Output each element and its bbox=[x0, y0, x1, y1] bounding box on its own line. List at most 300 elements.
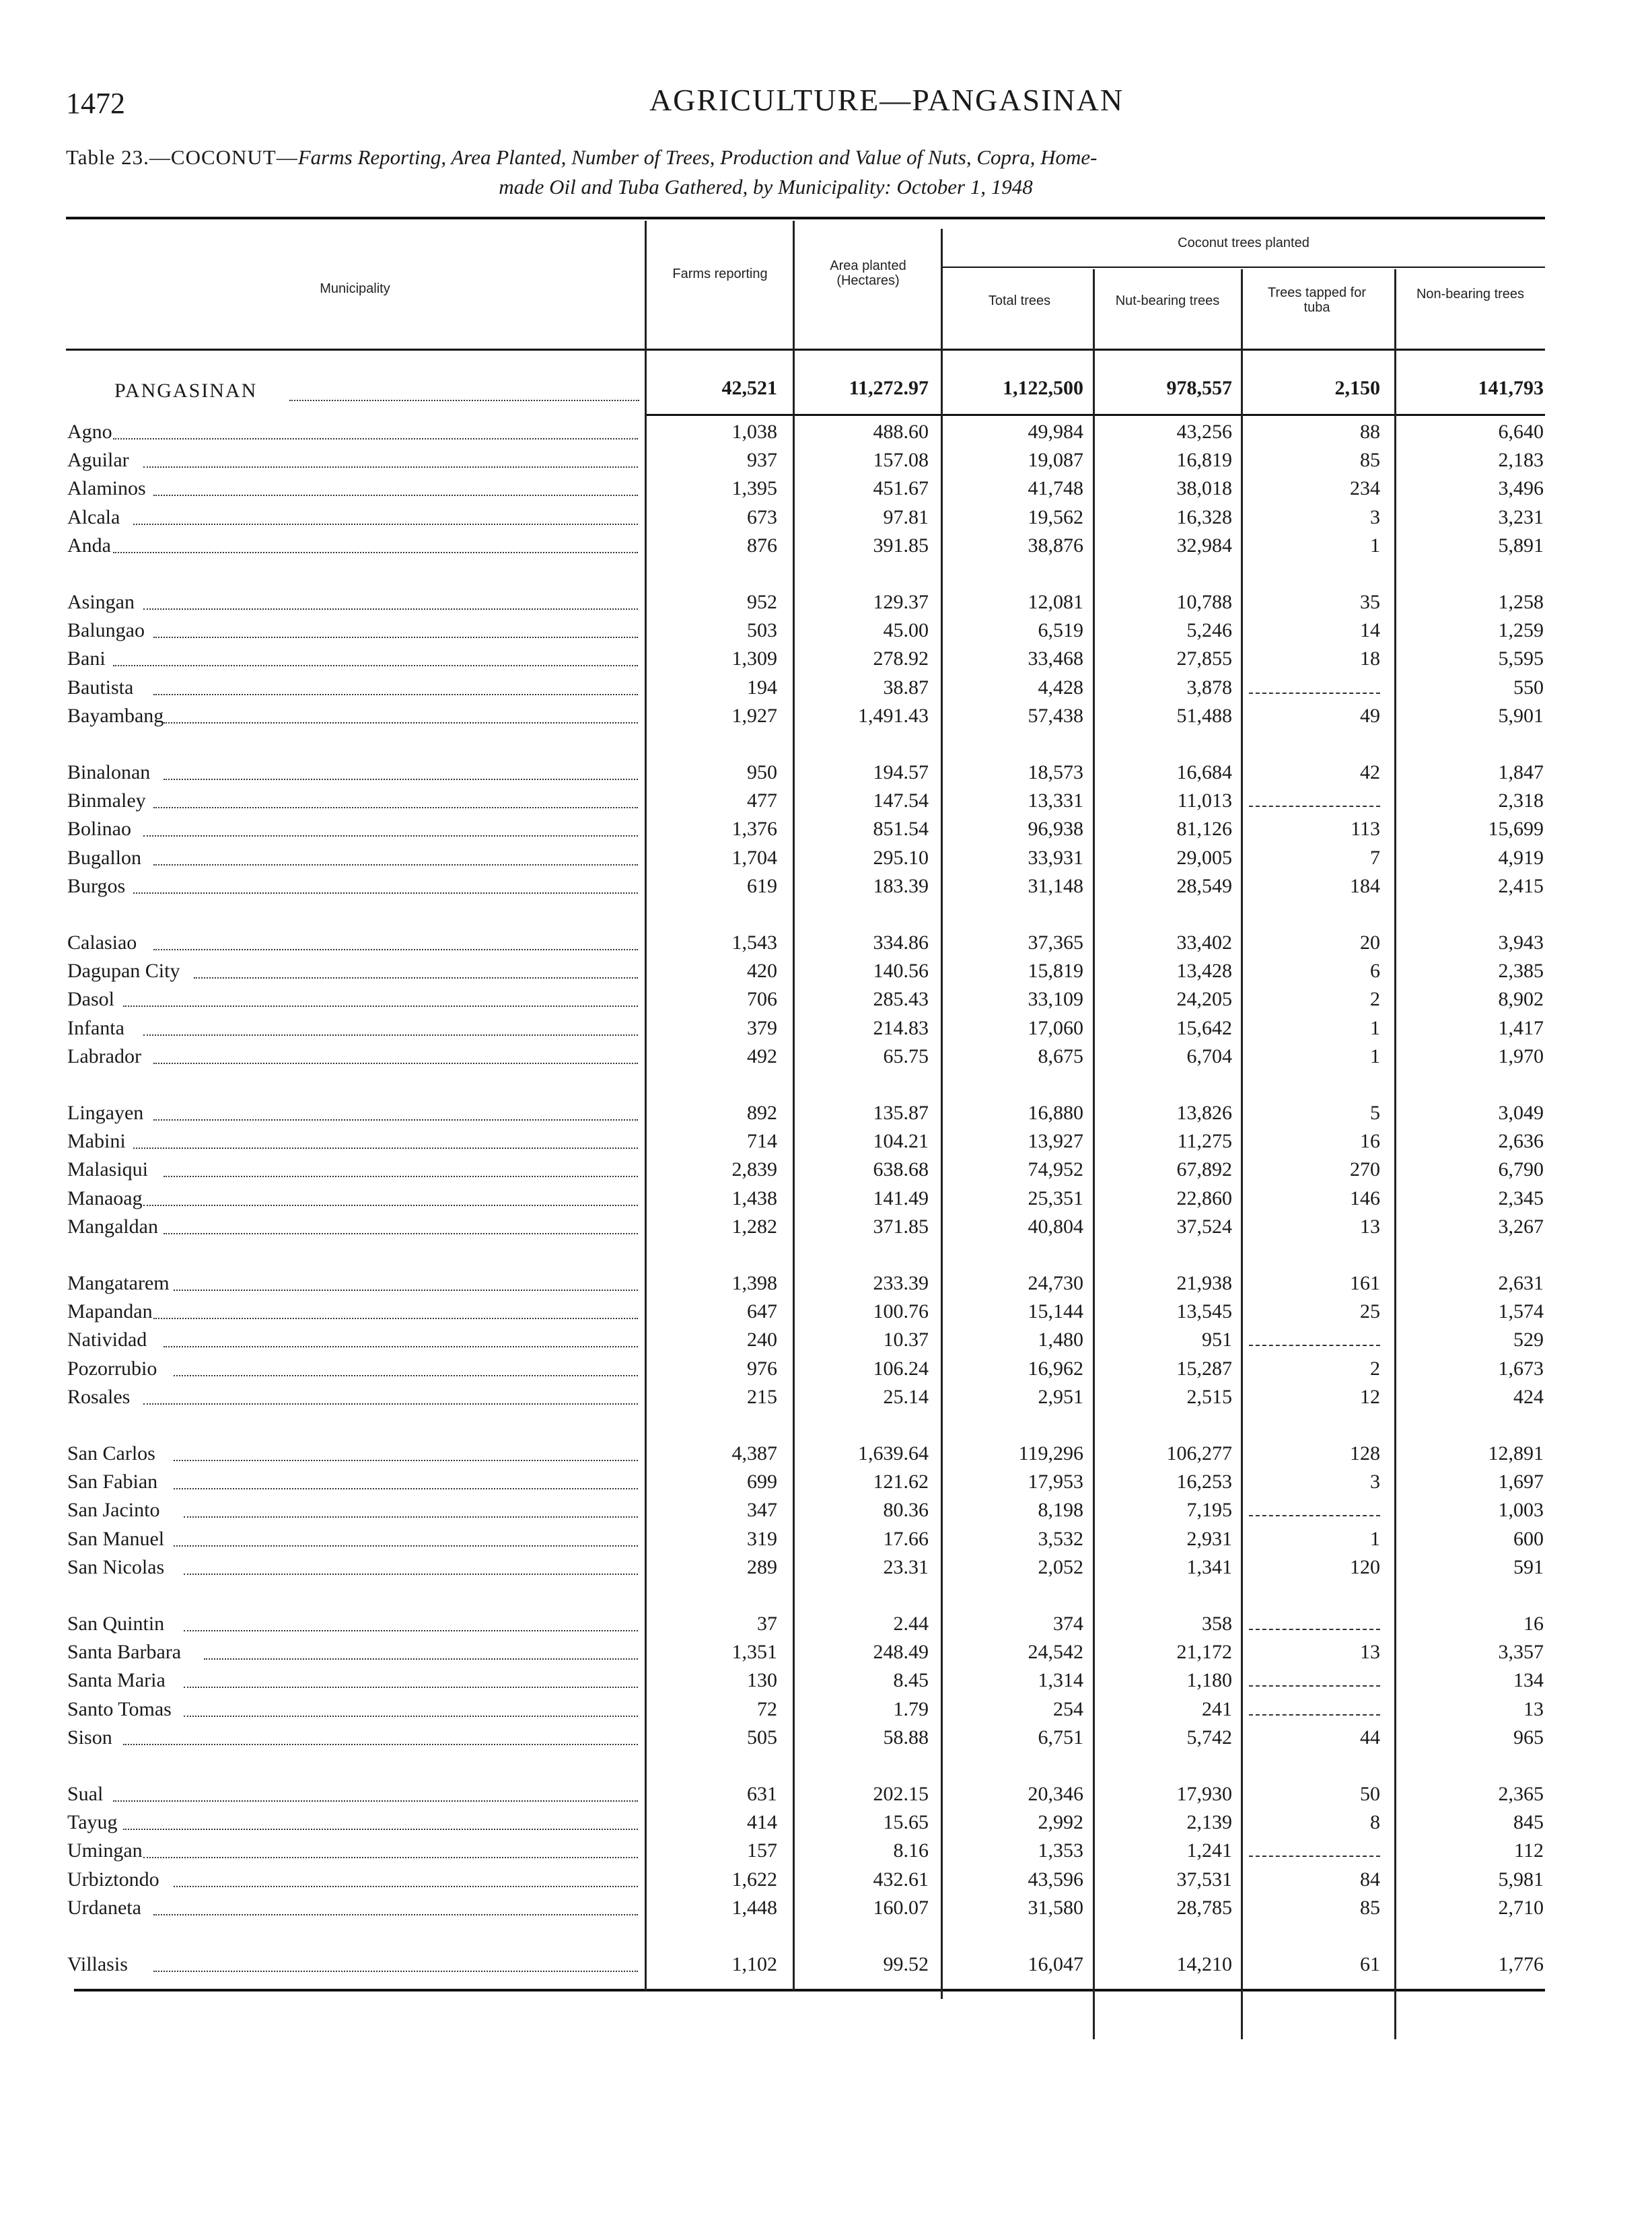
municipality-name: Infanta bbox=[67, 1016, 124, 1039]
cell-farms: 4,387 bbox=[731, 1442, 777, 1465]
cell-total: 3,532 bbox=[1038, 1527, 1083, 1550]
cell-total: 24,542 bbox=[1028, 1641, 1083, 1664]
dot-leader bbox=[123, 1006, 638, 1007]
cell-area: 121.62 bbox=[873, 1471, 929, 1493]
cell-total: 2,951 bbox=[1038, 1385, 1083, 1408]
cell-farms: 1,376 bbox=[731, 818, 777, 841]
cell-tapped: 16 bbox=[1360, 1130, 1380, 1153]
cell-tapped: 7 bbox=[1370, 846, 1380, 869]
cell-nut: 16,253 bbox=[1176, 1471, 1232, 1493]
cell-tapped: 25 bbox=[1360, 1300, 1380, 1323]
cell-farms: 876 bbox=[747, 534, 777, 557]
cell-area: 25.14 bbox=[883, 1385, 929, 1408]
cell-tapped: 270 bbox=[1350, 1158, 1380, 1181]
cell-total: 6,751 bbox=[1038, 1726, 1083, 1749]
cell-non: 965 bbox=[1513, 1726, 1544, 1749]
cell-total: 254 bbox=[1053, 1697, 1083, 1720]
cell-area: 488.60 bbox=[873, 421, 929, 443]
cell-area: 45.00 bbox=[883, 619, 929, 642]
cell-farms: 379 bbox=[747, 1016, 777, 1039]
cell-farms: 215 bbox=[747, 1385, 777, 1408]
cell-total: 24,730 bbox=[1028, 1272, 1083, 1294]
cell-area: 141.49 bbox=[873, 1187, 929, 1209]
municipality-name: Rosales bbox=[67, 1385, 131, 1408]
cell-tapped: 18 bbox=[1360, 647, 1380, 670]
province-farms: 42,521 bbox=[721, 377, 777, 399]
cell-farms: 72 bbox=[757, 1697, 777, 1720]
municipality-name: Natividad bbox=[67, 1329, 147, 1351]
cell-tapped: 113 bbox=[1351, 818, 1380, 841]
cell-area: 248.49 bbox=[873, 1641, 929, 1664]
municipality-name: Mabini bbox=[67, 1130, 126, 1153]
cell-nut: 51,488 bbox=[1176, 704, 1232, 727]
cell-nut: 2,139 bbox=[1186, 1811, 1232, 1834]
dot-leader bbox=[184, 1630, 638, 1631]
table-row bbox=[0, 1215, 1652, 1244]
cell-farms: 976 bbox=[747, 1357, 777, 1380]
table-row bbox=[0, 1726, 1652, 1755]
table-row bbox=[0, 1556, 1652, 1584]
cell-area: 10.37 bbox=[883, 1329, 929, 1351]
cell-nut: 28,785 bbox=[1176, 1896, 1232, 1919]
dot-leader bbox=[133, 892, 638, 894]
cell-area: 1,639.64 bbox=[858, 1442, 929, 1465]
cell-nut: 17,930 bbox=[1176, 1783, 1232, 1805]
cell-total: 13,331 bbox=[1028, 789, 1083, 812]
table-row bbox=[0, 1698, 1652, 1726]
cell-total: 16,880 bbox=[1028, 1102, 1083, 1124]
table-row bbox=[0, 1045, 1652, 1073]
cell-farms: 477 bbox=[747, 789, 777, 812]
cell-non: 13 bbox=[1523, 1697, 1544, 1720]
cell-non: 3,049 bbox=[1498, 1102, 1544, 1124]
cell-area: 100.76 bbox=[873, 1300, 929, 1323]
cell-total: 12,081 bbox=[1028, 591, 1083, 613]
municipality-name: Agno bbox=[67, 421, 112, 443]
cell-area: 99.52 bbox=[883, 1953, 929, 1975]
cell-total: 18,573 bbox=[1028, 761, 1083, 783]
dot-leader bbox=[143, 466, 638, 468]
cell-farms: 1,351 bbox=[731, 1641, 777, 1664]
province-nut-bearing: 978,557 bbox=[1166, 377, 1232, 399]
cell-farms: 1,448 bbox=[731, 1896, 777, 1919]
cell-total: 16,962 bbox=[1028, 1357, 1083, 1380]
table-row bbox=[0, 1897, 1652, 1925]
dot-leader bbox=[164, 779, 638, 780]
empty-cell-dash bbox=[1249, 1629, 1380, 1630]
province-area: 11,272.97 bbox=[849, 377, 929, 399]
dot-leader bbox=[113, 665, 638, 666]
cell-tapped: 120 bbox=[1350, 1555, 1380, 1578]
cell-non: 16 bbox=[1523, 1613, 1544, 1635]
cell-total: 2,052 bbox=[1038, 1555, 1083, 1578]
cell-nut: 38,018 bbox=[1176, 477, 1232, 500]
municipality-name: Bugallon bbox=[67, 846, 141, 869]
cell-tapped: 2 bbox=[1370, 1357, 1380, 1380]
cell-total: 4,428 bbox=[1038, 676, 1083, 699]
cell-tapped: 35 bbox=[1360, 591, 1380, 613]
cell-farms: 503 bbox=[747, 619, 777, 642]
table-row bbox=[0, 1641, 1652, 1669]
municipality-name: Mapandan bbox=[67, 1300, 153, 1323]
cell-area: 129.37 bbox=[873, 591, 929, 613]
cell-farms: 647 bbox=[747, 1300, 777, 1323]
cell-total: 43,596 bbox=[1028, 1868, 1083, 1891]
table-row bbox=[0, 875, 1652, 903]
municipality-name: Asingan bbox=[67, 591, 135, 613]
cell-total: 25,351 bbox=[1028, 1187, 1083, 1209]
municipality-name: Urbiztondo bbox=[67, 1868, 159, 1891]
municipality-name: Bolinao bbox=[67, 818, 131, 841]
cell-nut: 5,246 bbox=[1186, 619, 1232, 642]
cell-nut: 2,515 bbox=[1186, 1385, 1232, 1408]
dot-leader bbox=[204, 1658, 638, 1660]
cell-non: 2,183 bbox=[1498, 449, 1544, 472]
cell-farms: 714 bbox=[747, 1130, 777, 1153]
cell-farms: 1,398 bbox=[731, 1272, 777, 1294]
cell-area: 285.43 bbox=[873, 988, 929, 1011]
dot-leader bbox=[123, 1744, 638, 1745]
table-caption bbox=[66, 143, 1546, 202]
caption-lead: Table 23.—COCONUT— bbox=[66, 145, 298, 169]
cell-nut: 1,341 bbox=[1186, 1555, 1232, 1578]
table-row bbox=[0, 1528, 1652, 1556]
header-bottom-rule bbox=[66, 349, 1545, 351]
municipality-name: Mangatarem bbox=[67, 1272, 170, 1294]
cell-non: 3,357 bbox=[1498, 1641, 1544, 1664]
empty-cell-dash bbox=[1249, 1856, 1380, 1857]
dot-leader bbox=[153, 1971, 638, 1972]
table-row bbox=[0, 1272, 1652, 1300]
cell-tapped: 146 bbox=[1350, 1187, 1380, 1209]
municipality-name: Binalonan bbox=[67, 761, 151, 783]
cell-tapped: 3 bbox=[1370, 505, 1380, 528]
table-row bbox=[0, 761, 1652, 789]
caption-text-1: Farms Reporting, Area Planted, Number of Trees, Production and Value of Nuts, Copra, Home- bbox=[297, 145, 1098, 169]
cell-total: 37,365 bbox=[1028, 931, 1083, 954]
dot-leader bbox=[153, 949, 638, 950]
cell-non: 2,318 bbox=[1498, 789, 1544, 812]
cell-non: 1,574 bbox=[1498, 1300, 1544, 1323]
municipality-name: Malasiqui bbox=[67, 1158, 148, 1181]
cell-farms: 130 bbox=[747, 1669, 777, 1692]
cell-total: 17,060 bbox=[1028, 1016, 1083, 1039]
header-group-trees: Coconut trees planted bbox=[1178, 236, 1309, 250]
cell-total: 57,438 bbox=[1028, 704, 1083, 727]
cell-total: 374 bbox=[1053, 1613, 1083, 1635]
table-row bbox=[0, 1953, 1652, 1981]
cell-tapped: 1 bbox=[1370, 1016, 1380, 1039]
table-row bbox=[0, 1329, 1652, 1357]
province-name: PANGASINAN bbox=[114, 380, 258, 402]
cell-nut: 11,013 bbox=[1177, 789, 1232, 812]
cell-non: 1,259 bbox=[1498, 619, 1544, 642]
cell-farms: 1,395 bbox=[731, 477, 777, 500]
cell-non: 845 bbox=[1513, 1811, 1544, 1834]
cell-farms: 240 bbox=[747, 1329, 777, 1351]
cell-non: 1,003 bbox=[1498, 1499, 1544, 1522]
cell-nut: 2,931 bbox=[1186, 1527, 1232, 1550]
cell-nut: 15,287 bbox=[1176, 1357, 1232, 1380]
cell-tapped: 161 bbox=[1350, 1272, 1380, 1294]
cell-nut: 32,984 bbox=[1176, 534, 1232, 557]
dot-leader bbox=[153, 495, 638, 496]
cell-nut: 1,241 bbox=[1186, 1839, 1232, 1862]
dot-leader bbox=[174, 1290, 638, 1291]
cell-non: 2,365 bbox=[1498, 1783, 1544, 1805]
cell-area: 8.45 bbox=[893, 1669, 929, 1692]
cell-area: 147.54 bbox=[873, 789, 929, 812]
cell-area: 233.39 bbox=[873, 1272, 929, 1294]
dot-leader bbox=[164, 1346, 638, 1347]
cell-non: 1,847 bbox=[1498, 761, 1544, 783]
cell-total: 1,314 bbox=[1038, 1669, 1083, 1692]
dot-leader bbox=[164, 722, 638, 724]
cell-farms: 319 bbox=[747, 1527, 777, 1550]
cell-tapped: 20 bbox=[1360, 931, 1380, 954]
empty-cell-dash bbox=[1249, 806, 1380, 807]
cell-non: 2,636 bbox=[1498, 1130, 1544, 1153]
municipality-name: Calasiao bbox=[67, 931, 137, 954]
cell-total: 8,198 bbox=[1038, 1499, 1083, 1522]
cell-nut: 10,788 bbox=[1176, 591, 1232, 613]
table-row bbox=[0, 1386, 1652, 1414]
cell-area: 371.85 bbox=[873, 1215, 929, 1238]
table-row bbox=[0, 789, 1652, 818]
cell-total: 2,992 bbox=[1038, 1811, 1083, 1834]
municipality-name: Tayug bbox=[67, 1811, 118, 1834]
header-non-bearing: Non-bearing trees bbox=[1416, 287, 1525, 302]
municipality-name: Lingayen bbox=[67, 1102, 144, 1124]
cell-nut: 29,005 bbox=[1176, 846, 1232, 869]
table-row bbox=[0, 931, 1652, 960]
table-row bbox=[0, 1102, 1652, 1130]
cell-nut: 27,855 bbox=[1176, 647, 1232, 670]
cell-non: 2,345 bbox=[1498, 1187, 1544, 1209]
cell-tapped: 85 bbox=[1360, 449, 1380, 472]
municipality-name: Alaminos bbox=[67, 477, 146, 500]
cell-nut: 43,256 bbox=[1176, 421, 1232, 443]
table-row bbox=[0, 1187, 1652, 1215]
cell-nut: 67,892 bbox=[1176, 1158, 1232, 1181]
municipality-name: San Nicolas bbox=[67, 1555, 165, 1578]
cell-area: 140.56 bbox=[873, 960, 929, 983]
cell-area: 65.75 bbox=[883, 1045, 929, 1067]
cell-tapped: 49 bbox=[1360, 704, 1380, 727]
cell-total: 20,346 bbox=[1028, 1783, 1083, 1805]
cell-area: 135.87 bbox=[873, 1102, 929, 1124]
cell-nut: 37,524 bbox=[1176, 1215, 1232, 1238]
cell-nut: 24,205 bbox=[1176, 988, 1232, 1011]
municipality-name: Santo Tomas bbox=[67, 1697, 172, 1720]
table-row bbox=[0, 1442, 1652, 1471]
dot-leader bbox=[153, 694, 638, 695]
province-tapped: 2,150 bbox=[1334, 377, 1380, 399]
cell-total: 1,480 bbox=[1038, 1329, 1083, 1351]
cell-total: 33,468 bbox=[1028, 647, 1083, 670]
cell-tapped: 3 bbox=[1370, 1471, 1380, 1493]
cell-nut: 241 bbox=[1202, 1697, 1232, 1720]
cell-area: 58.88 bbox=[883, 1726, 929, 1749]
dot-leader bbox=[174, 1488, 638, 1489]
cell-non: 591 bbox=[1513, 1555, 1544, 1578]
dot-leader bbox=[174, 1460, 638, 1461]
dot-leader bbox=[174, 1375, 638, 1376]
cell-tapped: 85 bbox=[1360, 1896, 1380, 1919]
cell-farms: 673 bbox=[747, 505, 777, 528]
cell-total: 74,952 bbox=[1028, 1158, 1083, 1181]
cell-farms: 1,927 bbox=[731, 704, 777, 727]
table-row bbox=[0, 1300, 1652, 1329]
municipality-name: San Jacinto bbox=[67, 1499, 160, 1522]
cell-tapped: 42 bbox=[1360, 761, 1380, 783]
page-number: 1472 bbox=[66, 87, 125, 120]
cell-non: 1,776 bbox=[1498, 1953, 1544, 1975]
cell-area: 638.68 bbox=[873, 1158, 929, 1181]
municipality-name: Balungao bbox=[67, 619, 145, 642]
dot-leader bbox=[184, 1516, 638, 1518]
cell-area: 183.39 bbox=[873, 874, 929, 897]
cell-non: 550 bbox=[1513, 676, 1544, 699]
municipality-name: San Quintin bbox=[67, 1613, 165, 1635]
cell-tapped: 13 bbox=[1360, 1215, 1380, 1238]
dot-leader bbox=[143, 1034, 638, 1036]
cell-total: 16,047 bbox=[1028, 1953, 1083, 1975]
cell-total: 33,109 bbox=[1028, 988, 1083, 1011]
cell-farms: 892 bbox=[747, 1102, 777, 1124]
table-row bbox=[0, 647, 1652, 676]
table-row bbox=[0, 1358, 1652, 1386]
table-row bbox=[0, 421, 1652, 449]
cell-farms: 492 bbox=[747, 1045, 777, 1067]
cell-total: 19,562 bbox=[1028, 505, 1083, 528]
table-row bbox=[0, 1783, 1652, 1811]
cell-non: 5,595 bbox=[1498, 647, 1544, 670]
dot-leader bbox=[174, 1886, 638, 1887]
table-row bbox=[0, 1471, 1652, 1499]
cell-total: 96,938 bbox=[1028, 818, 1083, 841]
dot-leader bbox=[143, 1205, 638, 1206]
cell-non: 4,919 bbox=[1498, 846, 1544, 869]
empty-cell-dash bbox=[1249, 1345, 1380, 1346]
cell-area: 97.81 bbox=[883, 505, 929, 528]
cell-total: 8,675 bbox=[1038, 1045, 1083, 1067]
cell-area: 391.85 bbox=[873, 534, 929, 557]
municipality-name: Urdaneta bbox=[67, 1896, 141, 1919]
cell-farms: 289 bbox=[747, 1555, 777, 1578]
cell-nut: 13,428 bbox=[1176, 960, 1232, 983]
cell-non: 6,790 bbox=[1498, 1158, 1544, 1181]
cell-area: 106.24 bbox=[873, 1357, 929, 1380]
caption-text-2: made Oil and Tuba Gathered, by Municipality: October 1, 1948 bbox=[499, 175, 1033, 199]
cell-non: 1,970 bbox=[1498, 1045, 1544, 1067]
dot-leader bbox=[184, 1716, 638, 1717]
cell-nut: 5,742 bbox=[1186, 1726, 1232, 1749]
table-row bbox=[0, 818, 1652, 846]
municipality-name: San Manuel bbox=[67, 1527, 165, 1550]
cell-non: 3,267 bbox=[1498, 1215, 1544, 1238]
cell-area: 80.36 bbox=[883, 1499, 929, 1522]
province-total-row bbox=[0, 377, 1652, 411]
dot-leader bbox=[143, 1857, 638, 1858]
cell-tapped: 234 bbox=[1350, 477, 1380, 500]
cell-non: 600 bbox=[1513, 1527, 1544, 1550]
cell-area: 157.08 bbox=[873, 449, 929, 472]
running-title: AGRICULTURE—PANGASINAN bbox=[649, 83, 1124, 117]
cell-tapped: 1 bbox=[1370, 1045, 1380, 1067]
cell-farms: 950 bbox=[747, 761, 777, 783]
cell-area: 1,491.43 bbox=[858, 704, 929, 727]
cell-farms: 937 bbox=[747, 449, 777, 472]
header-area: Area planted (Hectares) bbox=[830, 258, 906, 288]
cell-farms: 706 bbox=[747, 988, 777, 1011]
table-row bbox=[0, 960, 1652, 988]
cell-non: 134 bbox=[1513, 1669, 1544, 1692]
cell-farms: 619 bbox=[747, 874, 777, 897]
dot-leader bbox=[153, 1318, 638, 1319]
cell-tapped: 50 bbox=[1360, 1783, 1380, 1805]
municipality-name: Anda bbox=[67, 534, 111, 557]
cell-area: 17.66 bbox=[883, 1527, 929, 1550]
cell-area: 451.67 bbox=[873, 477, 929, 500]
header-nut-bearing: Nut-bearing trees bbox=[1115, 293, 1220, 308]
dot-leader bbox=[194, 977, 638, 979]
cell-non: 3,943 bbox=[1498, 931, 1544, 954]
cell-total: 6,519 bbox=[1038, 619, 1083, 642]
dot-leader bbox=[153, 807, 638, 808]
cell-nut: 28,549 bbox=[1176, 874, 1232, 897]
municipality-name: Burgos bbox=[67, 874, 126, 897]
cell-nut: 13,545 bbox=[1176, 1300, 1232, 1323]
cell-farms: 1,704 bbox=[731, 846, 777, 869]
dot-leader bbox=[153, 1063, 638, 1064]
table-row bbox=[0, 1839, 1652, 1868]
cell-farms: 37 bbox=[757, 1613, 777, 1635]
table-row bbox=[0, 988, 1652, 1016]
cell-nut: 16,328 bbox=[1176, 505, 1232, 528]
cell-farms: 347 bbox=[747, 1499, 777, 1522]
municipality-name: Santa Maria bbox=[67, 1669, 166, 1692]
cell-total: 19,087 bbox=[1028, 449, 1083, 472]
cell-area: 15.65 bbox=[883, 1811, 929, 1834]
municipality-name: Umingan bbox=[67, 1839, 143, 1862]
cell-farms: 1,102 bbox=[731, 1953, 777, 1975]
cell-total: 33,931 bbox=[1028, 846, 1083, 869]
cell-farms: 157 bbox=[747, 1839, 777, 1862]
table-row bbox=[0, 1158, 1652, 1187]
cell-non: 112 bbox=[1514, 1839, 1544, 1862]
municipality-name: Santa Barbara bbox=[67, 1641, 182, 1664]
cell-farms: 1,622 bbox=[731, 1868, 777, 1891]
cell-farms: 699 bbox=[747, 1471, 777, 1493]
cell-total: 40,804 bbox=[1028, 1215, 1083, 1238]
empty-cell-dash bbox=[1249, 1515, 1380, 1516]
municipality-name: Bautista bbox=[67, 676, 134, 699]
dot-leader bbox=[143, 1403, 638, 1405]
cell-area: 1.79 bbox=[893, 1697, 929, 1720]
cell-total: 13,927 bbox=[1028, 1130, 1083, 1153]
table-row bbox=[0, 1499, 1652, 1527]
cell-nut: 6,704 bbox=[1186, 1045, 1232, 1067]
province-non-bearing: 141,793 bbox=[1478, 377, 1544, 399]
table-row bbox=[0, 847, 1652, 875]
cell-non: 424 bbox=[1513, 1385, 1544, 1408]
cell-nut: 21,172 bbox=[1176, 1641, 1232, 1664]
cell-farms: 194 bbox=[747, 676, 777, 699]
cell-total: 15,144 bbox=[1028, 1300, 1083, 1323]
table-row bbox=[0, 705, 1652, 733]
cell-tapped: 1 bbox=[1370, 1527, 1380, 1550]
